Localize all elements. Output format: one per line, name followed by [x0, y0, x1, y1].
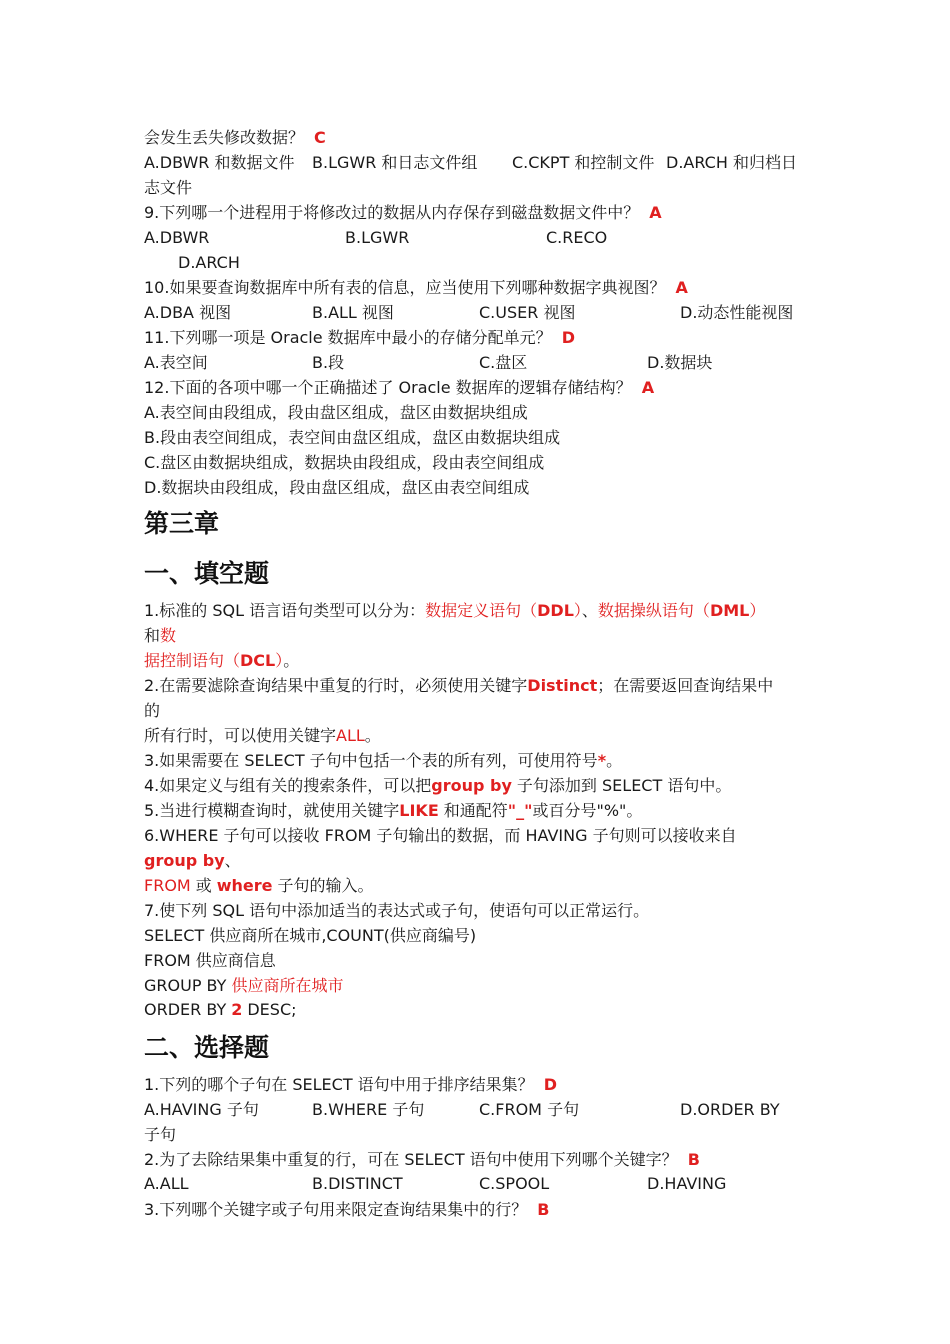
sql-line: FROM 供应商信息	[144, 951, 276, 970]
option-a: A.DBWR	[144, 228, 210, 247]
question-text: 所有行时，可以使用关键字	[144, 726, 337, 745]
fill-question-4	[144, 773, 731, 798]
option-b: B.LGWR	[345, 228, 410, 247]
punctuation: 。	[283, 651, 300, 670]
question-text: 子句添加到 SELECT 语句中。	[516, 776, 732, 795]
answer-text: ）	[749, 601, 766, 620]
question-11	[144, 325, 575, 350]
option-c: C.USER 视图	[479, 303, 576, 322]
option-b: B.段由表空间组成，表空间由盘区组成，盘区由数据块组成	[144, 428, 561, 447]
question-text: 和	[144, 626, 161, 645]
option-c: C.盘区	[479, 353, 528, 372]
answer-keyword: FROM	[144, 876, 191, 895]
question-continuation	[144, 125, 326, 150]
section-heading-fill: 一、填空题	[144, 559, 270, 588]
answer-mark: B	[537, 1200, 550, 1219]
answer-keyword: 2	[231, 1000, 243, 1019]
answer-keyword: Distinct	[527, 676, 598, 695]
fill-question-1-cont2	[144, 648, 299, 673]
option-c: C.FROM 子句	[479, 1100, 580, 1119]
question-10	[144, 275, 688, 300]
option-a: A.表空间由段组成，段由盘区组成，盘区由数据块组成	[144, 403, 528, 422]
answer-text: 据控制语句（	[144, 651, 241, 670]
choice-question-2	[144, 1147, 700, 1172]
question-text: 会发生丢失修改数据？	[144, 128, 305, 147]
option-c: C.SPOOL	[479, 1174, 550, 1193]
question-text: 和通配符	[443, 801, 508, 820]
answer-mark: A	[675, 278, 688, 297]
answer-mark: C	[314, 128, 326, 147]
option-c: C.RECO	[546, 228, 608, 247]
question-text: 3.如果需要在 SELECT 子句中包括一个表的所有列，可使用符号	[144, 751, 598, 770]
option-a: A.DBA 视图	[144, 303, 232, 322]
option-d: D.ARCH	[178, 253, 240, 272]
question-text: 2.在需要滤除查询结果中重复的行时，必须使用关键字	[144, 676, 528, 695]
sql-text: DESC;	[247, 1000, 297, 1019]
separator: 、	[581, 601, 598, 620]
fill-question-2	[144, 673, 773, 698]
question-text: 或百分号"%"。	[532, 801, 643, 820]
punctuation: 、	[224, 851, 241, 870]
option-b: B.WHERE 子句	[312, 1100, 425, 1119]
option-d: D.数据块由段组成，段由盘区组成，盘区由表空间组成	[144, 478, 530, 497]
choice-question-1	[144, 1072, 557, 1097]
sql-text: GROUP BY	[144, 976, 227, 995]
option-a: A.HAVING 子句	[144, 1100, 259, 1119]
answer-text: 供应商所在城市	[231, 976, 344, 995]
question-text: 2.为了去除结果集中重复的行，可在 SELECT 语句中使用下列哪个关键字？	[144, 1150, 678, 1169]
question-text: 5.当进行模糊查询时，就使用关键字	[144, 801, 400, 820]
answer-text: ）	[573, 601, 582, 620]
option-a: A.ALL	[144, 1174, 189, 1193]
answer-keyword: LIKE	[399, 801, 439, 820]
option-a: A.DBWR 和数据文件	[144, 153, 295, 172]
question-12	[144, 375, 654, 400]
punctuation: 。	[364, 726, 381, 745]
chapter-heading: 第三章	[144, 509, 220, 538]
option-b: B.段	[312, 353, 345, 372]
answer-text: 数	[160, 626, 177, 645]
option-d: D.ARCH 和归档日	[666, 153, 797, 172]
question-text: 9.下列哪一个进程用于将修改过的数据从内存保存到磁盘数据文件中？	[144, 203, 640, 222]
question-text: 12.下面的各项中哪一个正确描述了 Oracle 数据库的逻辑存储结构？	[144, 378, 632, 397]
fill-question-6-cont2	[144, 873, 374, 898]
question-text: 10.如果要查询数据库中所有表的信息，应当使用下列哪种数据字典视图？	[144, 278, 666, 297]
question-text: 4.如果定义与组有关的搜索条件，可以把	[144, 776, 432, 795]
question-text: 或	[195, 876, 212, 895]
option-d: D.数据块	[647, 353, 713, 372]
sql-text: ORDER BY	[144, 1000, 227, 1019]
answer-keyword: group by	[431, 776, 512, 795]
answer-keyword: ALL	[336, 726, 365, 745]
punctuation: 。	[606, 751, 623, 770]
question-text: 1.标准的 SQL 语言语句类型可以分为：	[144, 601, 426, 620]
option-text: 志文件	[144, 178, 193, 197]
question-text: 11.下列哪一项是 Oracle 数据库中最小的存储分配单元？	[144, 328, 552, 347]
fill-question-6: 6.WHERE 子句可以接收 FROM 子句输出的数据，而 HAVING 子句则可以接收来自	[144, 826, 737, 845]
question-text: 1.下列的哪个子句在 SELECT 语句中用于排序结果集？	[144, 1075, 534, 1094]
option-c: C.盘区由数据块组成，数据块由段组成，段由表空间组成	[144, 453, 545, 472]
answer-keyword: DML	[709, 601, 750, 620]
answer-mark: A	[649, 203, 662, 222]
answer-mark: D	[561, 328, 575, 347]
answer-mark: B	[687, 1150, 700, 1169]
option-d: D.HAVING	[647, 1174, 727, 1193]
answer-text: 数据操纵语句（	[597, 601, 710, 620]
fill-question-5	[144, 798, 642, 823]
fill-question-1-cont	[144, 623, 176, 648]
option-c: C.CKPT 和控制文件	[512, 153, 655, 172]
question-text: 子句的输入。	[277, 876, 374, 895]
sql-line	[144, 973, 343, 998]
choice-question-3	[144, 1197, 549, 1222]
fill-question-6-cont	[144, 848, 241, 873]
answer-keyword: group by	[144, 851, 225, 870]
option-b: B.DISTINCT	[312, 1174, 403, 1193]
question-text: 3.下列哪个关键字或子句用来限定查询结果集中的行？	[144, 1200, 528, 1219]
option-d: D.ORDER BY	[680, 1100, 780, 1119]
fill-question-2-cont2	[144, 723, 381, 748]
section-heading-choice: 二、选择题	[144, 1033, 270, 1062]
answer-mark: A	[641, 378, 655, 397]
question-9	[144, 200, 662, 225]
option-continuation	[144, 175, 192, 200]
answer-keyword: DDL	[537, 601, 574, 620]
answer-keyword: "_"	[507, 801, 533, 820]
answer-keyword: *	[597, 751, 607, 770]
fill-question-7: 7.使下列 SQL 语句中添加适当的表达式或子句，使语句可以正常运行。	[144, 901, 650, 920]
fill-question-3	[144, 748, 622, 773]
answer-text: ）	[275, 651, 284, 670]
option-d: D.动态性能视图	[680, 303, 794, 322]
answer-keyword: DCL	[240, 651, 276, 670]
question-text: ；在需要返回查询结果中	[597, 676, 774, 695]
answer-mark: D	[543, 1075, 557, 1094]
fill-question-2-cont: 的	[144, 701, 161, 720]
fill-question-1	[144, 598, 765, 623]
answer-keyword: where	[216, 876, 273, 895]
option-a: A.表空间	[144, 353, 208, 372]
option-continuation: 子句	[144, 1125, 177, 1144]
sql-line	[144, 997, 297, 1022]
sql-line: SELECT 供应商所在城市,COUNT(供应商编号)	[144, 926, 477, 945]
answer-text: 数据定义语句（	[425, 601, 538, 620]
option-b: B.LGWR 和日志文件组	[312, 153, 478, 172]
option-b: B.ALL 视图	[312, 303, 394, 322]
